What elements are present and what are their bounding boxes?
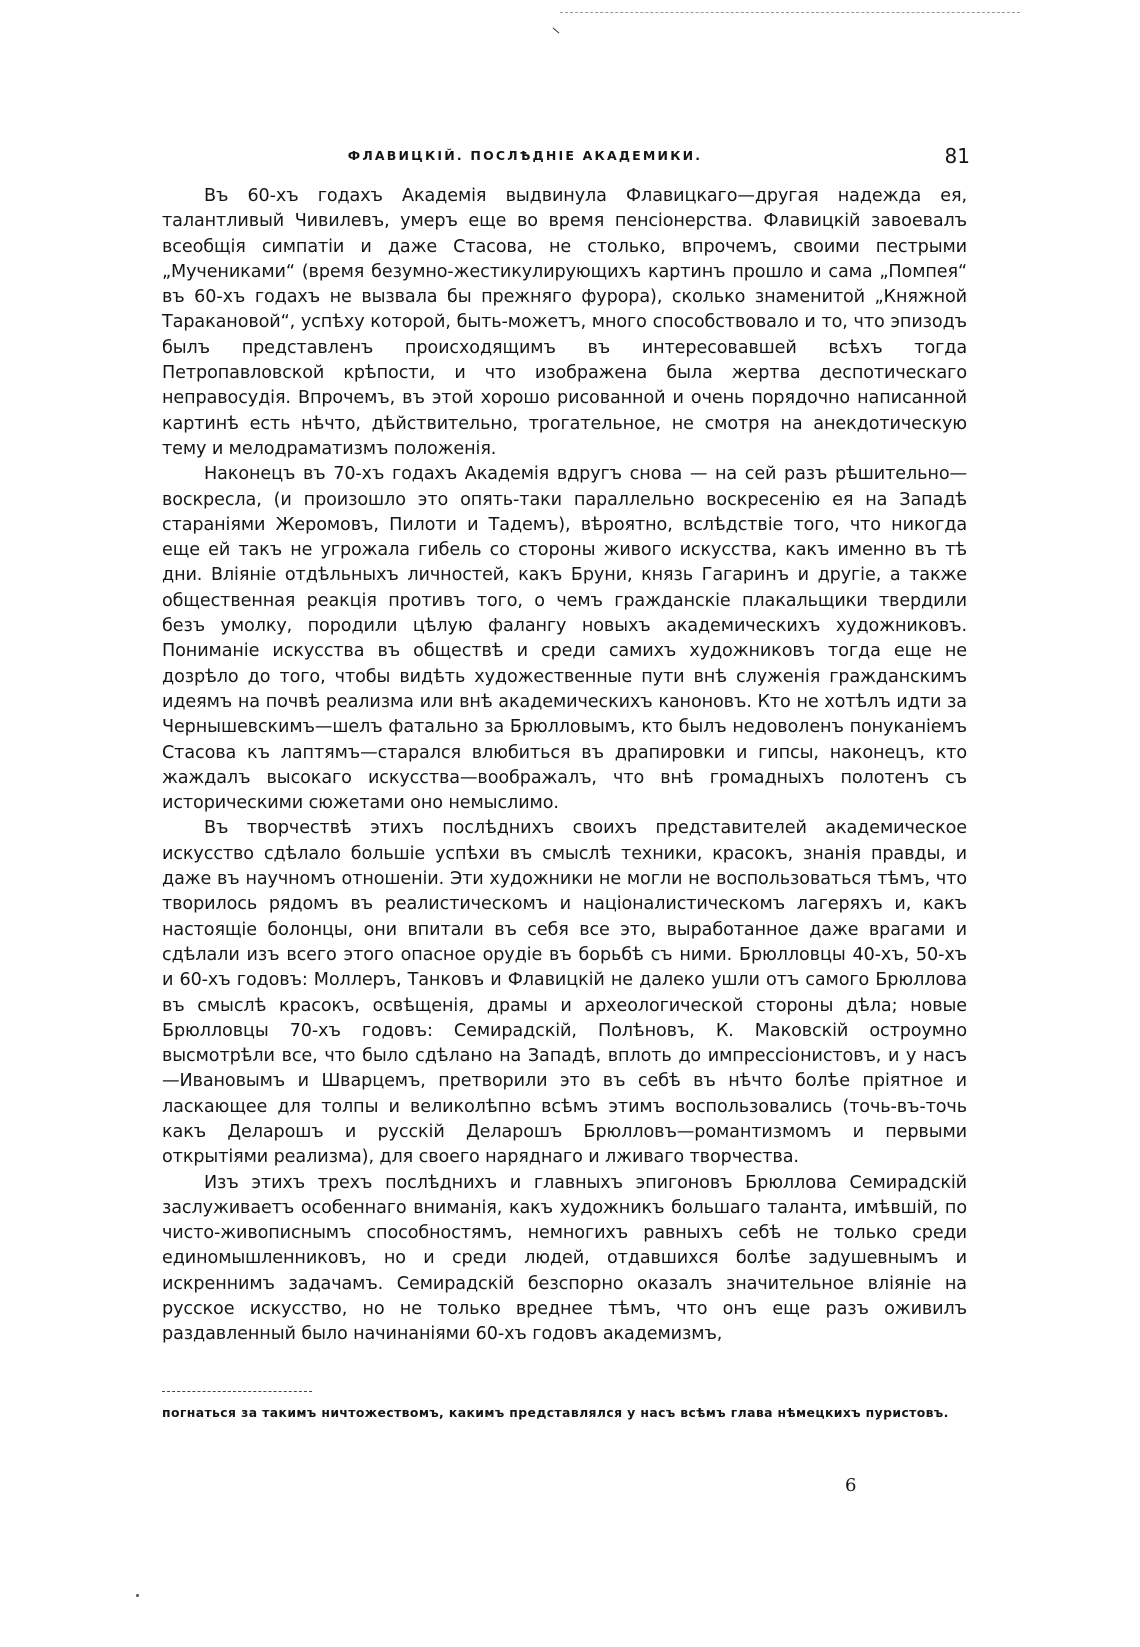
- paragraph-1: Въ 60-хъ годахъ Академія выдвинула Флавицкаго—другая надежда ея, талантливый Чивилевъ, умеръ еще во время пенсіонерства. Флавицкій завоевалъ всеобщія симпатіи и даже Стасова, не столько, впрочемъ, своими пестрыми „Мучениками“ (время безумно-жестикулирующихъ картинъ прошло и сама „Помпея“ въ 60-хъ годахъ не вызвала бы прежняго фурора), сколько знаменитой „Княжной Таракановой“, успѣху которой, быть-можетъ, много способствовало и то, что эпизодъ былъ представленъ происходящимъ въ интересовавшей всѣхъ тогда Петропавловской крѣпости, и что изображена была жертва деспотическаго неправосудія. Впрочемъ, въ этой хорошо рисованной и очень порядочно написанной картинѣ есть нѣчто, дѣйствительно, трогательное, не смотря на анекдотическую тему и мелодраматизмъ положенія.: [162, 186, 967, 459]
- footnote-divider: [162, 1391, 312, 1392]
- signature-mark: 6: [845, 1475, 857, 1496]
- running-head: [160, 144, 970, 170]
- scan-speck-bottom: [136, 1594, 139, 1597]
- footnote: погнаться за такимъ ничтожествомъ, какимъ представлялся у насъ всѣмъ глава нѣмецкихъ пуристовъ.: [162, 1405, 949, 1420]
- scan-speck: [553, 28, 560, 34]
- paragraph-3: Въ творчествѣ этихъ послѣднихъ своихъ представителей академическое искусство сдѣлало большіе успѣхи въ смыслѣ техники, красокъ, знанія правды, и даже въ научномъ отношеніи. Эти художники не могли не воспользоваться тѣмъ, что творилось рядомъ въ реалистическомъ и націоналистическомъ лагеряхъ и, какъ настоящіе болонцы, они впитали въ себя все это, выработанное даже врагами и сдѣлали изъ всего этого опасное орудіе въ борьбѣ съ ними. Брюлловцы 40-хъ, 50-хъ и 60-хъ годовъ: Моллеръ, Танковъ и Флавицкій не далеко ушли отъ самого Брюллова въ смыслѣ красокъ, освѣщенія, драмы и археологической стороны дѣла; новые Брюлловцы 70-хъ годовъ: Семирадскій, Полѣновъ, К. Маковскій остроумно высмотрѣли все, что было сдѣлано на Западѣ, вплоть до импрессіонистовъ, и у насъ—Ивановымъ и Шварцемъ, претворили это въ себѣ въ нѣчто болѣе пріятное и ласкающее для толпы и великолѣпно всѣмъ этимъ воспользовались (точь-въ-точь какъ Деларошъ и русскій Деларошъ Брюлловъ—романтизмомъ и первыми открытіями реализма), для своего наряднаго и лживаго творчества.: [162, 818, 967, 1168]
- scan-edge-rule: [560, 12, 1020, 13]
- page-number: 81: [944, 144, 970, 168]
- running-title: ФЛАВИЦКІЙ. ПОСЛѢДНІЕ АКАДЕМИКИ.: [347, 148, 703, 163]
- paragraph-2: Наконецъ въ 70-хъ годахъ Академія вдругъ снова — на сей разъ рѣшительно—воскресла, (и произошло это опять-таки параллельно воскресенію ея на Западѣ стараніями Жеромовъ, Пилоти и Тадемъ), вѣроятно, вслѣдствіе того, что никогда еще ей такъ не угрожала гибель со стороны живого искусства, какъ именно въ тѣ дни. Вліяніе отдѣльныхъ личностей, какъ Бруни, князь Гагаринъ и другіе, а также общественная реакція противъ того, о чемъ гражданскіе плакальщики твердили безъ умолку, породили цѣлую фалангу новыхъ академическихъ художниковъ. Пониманіе искусства въ обществѣ и среди самихъ художниковъ тогда еще не дозрѣло до того, чтобы видѣть художественные пути внѣ служенія гражданскимъ идеямъ на почвѣ реализма или внѣ академическихъ каноновъ. Кто не хотѣлъ идти за Чернышевскимъ—шелъ фатально за Брюлловымъ, кто былъ недоволенъ понуканіемъ Стасова къ лаптямъ—старался влюбиться въ драпировки и гипсы, наконецъ, кто жаждалъ высокаго искусства—воображалъ, что внѣ громадныхъ полотенъ съ историческими сюжетами оно немыслимо.: [162, 464, 967, 814]
- paragraph-4: Изъ этихъ трехъ послѣднихъ и главныхъ эпигоновъ Брюллова Семирадскій заслуживаетъ особеннаго вниманія, какъ художникъ большаго таланта, имѣвшій, по чисто-живописнымъ способностямъ, немногихъ равныхъ себѣ не только среди единомышленниковъ, но и среди людей, отдавшихся болѣе задушевнымъ и искреннимъ задачамъ. Семирадскій безспорно оказалъ значительное вліяніе на русское искусство, но не только вреднее тѣмъ, что онъ еще разъ оживилъ раздавленный было начинаніями 60-хъ годовъ академизмъ,: [162, 1172, 967, 1345]
- body-text: [162, 184, 967, 1348]
